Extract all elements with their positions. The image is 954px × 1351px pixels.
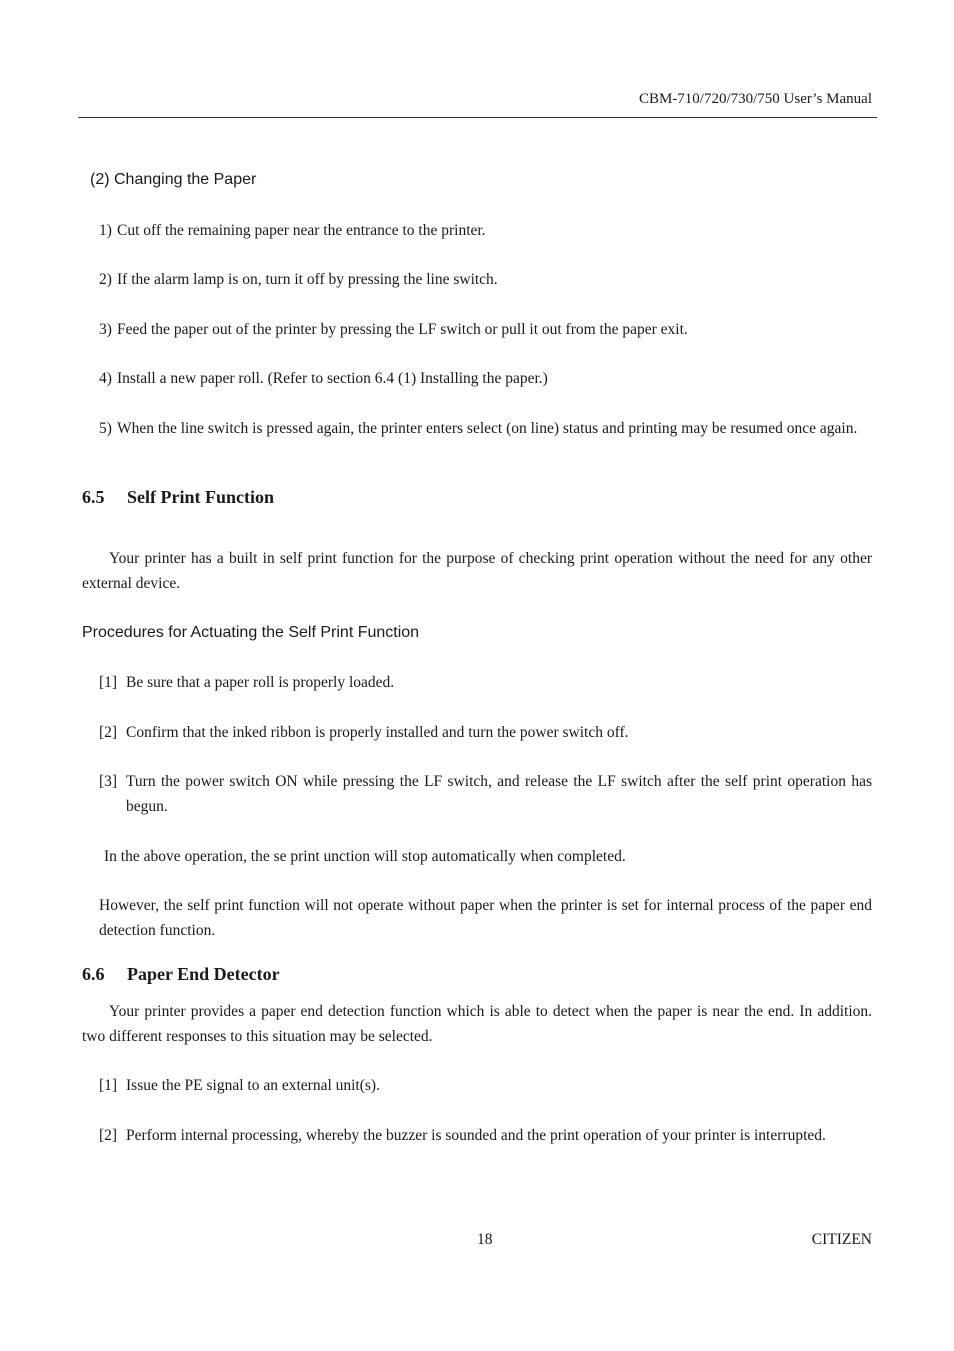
section-heading-6-5 [82,487,274,508]
list-item-number: [2] [99,1127,118,1144]
section-intro-paragraph: Your printer provides a paper end detection function which is able to detect when the paper is near the end. In addition. two different responses to this situation may be selected. [82,1003,872,1045]
section-heading-6-6 [82,964,280,985]
list-item-text: Feed the paper out of the printer by pressing the LF switch or pull it out from the paper exit. [117,321,688,338]
note-paragraph: However, the self print function will not operate without paper when the printer is set for internal process of the paper end detection function. [99,897,872,939]
list-item-number: 3) [99,321,112,338]
list-item-number: 1) [99,222,112,239]
list-item [99,366,872,391]
list-item-text: Perform internal processing, whereby the buzzer is sounded and the print operation of your printer is interrupted. [126,1127,826,1144]
list-item-number: 4) [99,370,112,387]
list-item-number: 5) [99,420,112,437]
section-title: Paper End Detector [127,964,280,984]
section-title: Self Print Function [127,487,274,507]
list-item [99,416,872,441]
section-number: 6.6 [82,964,105,984]
list-item-text: Be sure that a paper roll is properly loaded. [126,674,395,691]
section-intro-paragraph: Your printer has a built in self print function for the purpose of checking print operation without the need for any other external device. [82,550,872,592]
list-item [99,720,872,745]
list-item [99,1123,872,1148]
list-item [99,218,872,243]
list-item-text: Install a new paper roll. (Refer to section 6.4 (1) Installing the paper.) [117,370,548,387]
procedures-heading: Procedures for Actuating the Self Print Function [82,624,420,641]
list-item-text: Issue the PE signal to an external unit(s). [126,1077,380,1094]
list-item-number: [1] [99,1077,118,1094]
footer-brand: CITIZEN [811,1231,872,1248]
header-divider [78,117,877,118]
list-item-number: [3] [99,773,118,790]
list-item-number: 2) [99,271,112,288]
list-item-text: Cut off the remaining paper near the entrance to the printer. [117,222,486,239]
page-number: 18 [477,1231,493,1248]
list-item-text: Confirm that the inked ribbon is properly installed and turn the power switch off. [126,724,629,741]
note-paragraph: In the above operation, the se print unction will stop automatically when completed. [104,848,626,865]
list-item [99,267,872,292]
list-item [99,317,872,342]
list-item [99,670,872,695]
list-item-text: If the alarm lamp is on, turn it off by pressing the line switch. [117,271,498,288]
section-number: 6.5 [82,487,105,507]
list-item [99,769,872,819]
list-item [99,1073,872,1098]
running-header: CBM-710/720/730/750 User’s Manual [638,91,872,107]
list-item-text: When the line switch is pressed again, the printer enters select (on line) status and printing may be resumed once again. [117,420,858,437]
list-item-text: Turn the power switch ON while pressing the LF switch, and release the LF switch after the self print operation has begun. [126,773,872,815]
list-item-number: [2] [99,724,118,741]
subsection-heading-changing-paper: (2) Changing the Paper [90,171,257,188]
list-item-number: [1] [99,674,118,691]
